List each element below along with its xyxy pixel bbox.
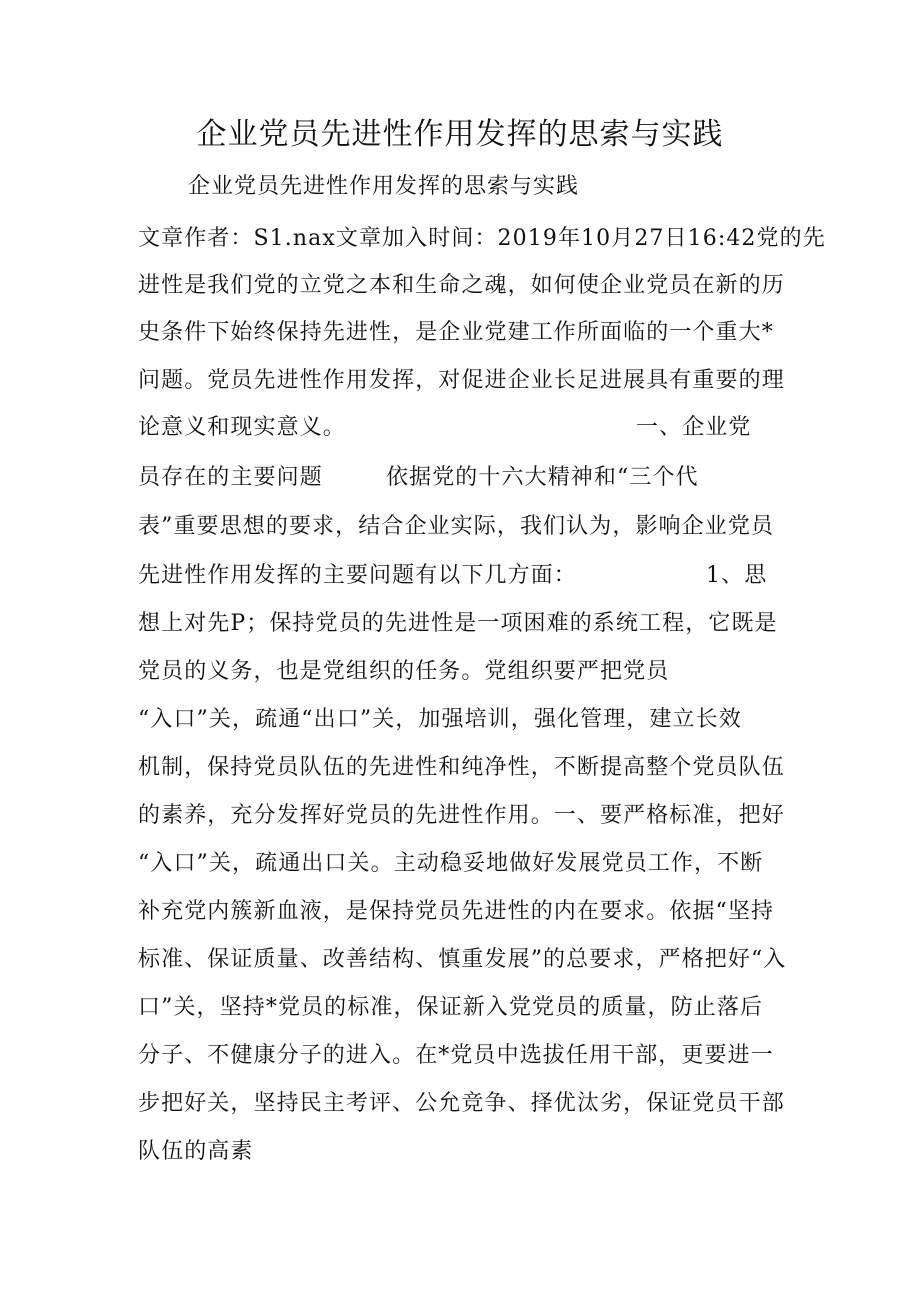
body-line: “入口”关，疏通出口关。主动稳妥地做好发展党员工作，不断 xyxy=(138,851,764,876)
document-subtitle: 企业党员先进性作用发挥的思索与实践 xyxy=(188,174,580,199)
body-line: 机制，保持党员队伍的先进性和纯净性，不断提高整个党员队伍 xyxy=(138,755,785,780)
section-heading-1: 一、企业党 xyxy=(636,415,752,440)
body-line: 标准、保证质量、改善结构、慎重发展”的总要求，严格把好“入 xyxy=(138,947,787,972)
body-line: 依据党的十六大精神和“三个代 xyxy=(386,465,699,490)
list-marker-1: 1、思 xyxy=(706,563,768,588)
body-line: 补充党内簇新血液，是保持党员先进性的内在要求。依据“坚持 xyxy=(138,899,775,924)
body-line: “入口”关，疏通“出口”关，加强培训，强化管理，建立长效 xyxy=(138,707,742,732)
document-title: 企业党员先进性作用发挥的思索与实践 xyxy=(196,117,724,152)
body-line: 史条件下始终保持先进性，是企业党建工作所面临的一个重大* xyxy=(138,320,774,345)
body-line: 队伍的高素 xyxy=(138,1139,254,1164)
body-line: 进性是我们党的立党之本和生命之魂，如何使企业党员在新的历 xyxy=(138,273,785,298)
body-line: 论意义和现实意义。 xyxy=(138,415,346,440)
body-line: 问题。党员先进性作用发挥，对促进企业长足进展具有重要的理 xyxy=(138,368,785,393)
section-heading-1-cont: 员存在的主要问题 xyxy=(138,465,323,490)
body-line: 口”关，坚持*党员的标准，保证新入党党员的质量，防止落后 xyxy=(138,995,764,1020)
body-line: 文章作者：S1.nax文章加入时间：2019年10月27日16:42党的先 xyxy=(138,226,826,251)
body-line: 先进性作用发挥的主要问题有以下几方面： xyxy=(138,563,577,588)
body-line: 党员的义务，也是党组织的任务。党组织要严把党员 xyxy=(138,659,670,684)
body-line: 表”重要思想的要求，结合企业实际，我们认为，影响企业党员 xyxy=(138,514,775,539)
body-line: 想上对先P；保持党员的先进性是一项困难的系统工程，它既是 xyxy=(138,611,778,636)
body-line: 步把好关，坚持民主考评、公允竞争、择优汰劣，保证党员干部 xyxy=(138,1091,785,1116)
body-line: 分子、不健康分子的进入。在*党员中选拔任用干部，更要进一 xyxy=(138,1043,774,1068)
body-line: 的素养，充分发挥好党员的先进性作用。一、要严格标准，把好 xyxy=(138,803,785,828)
